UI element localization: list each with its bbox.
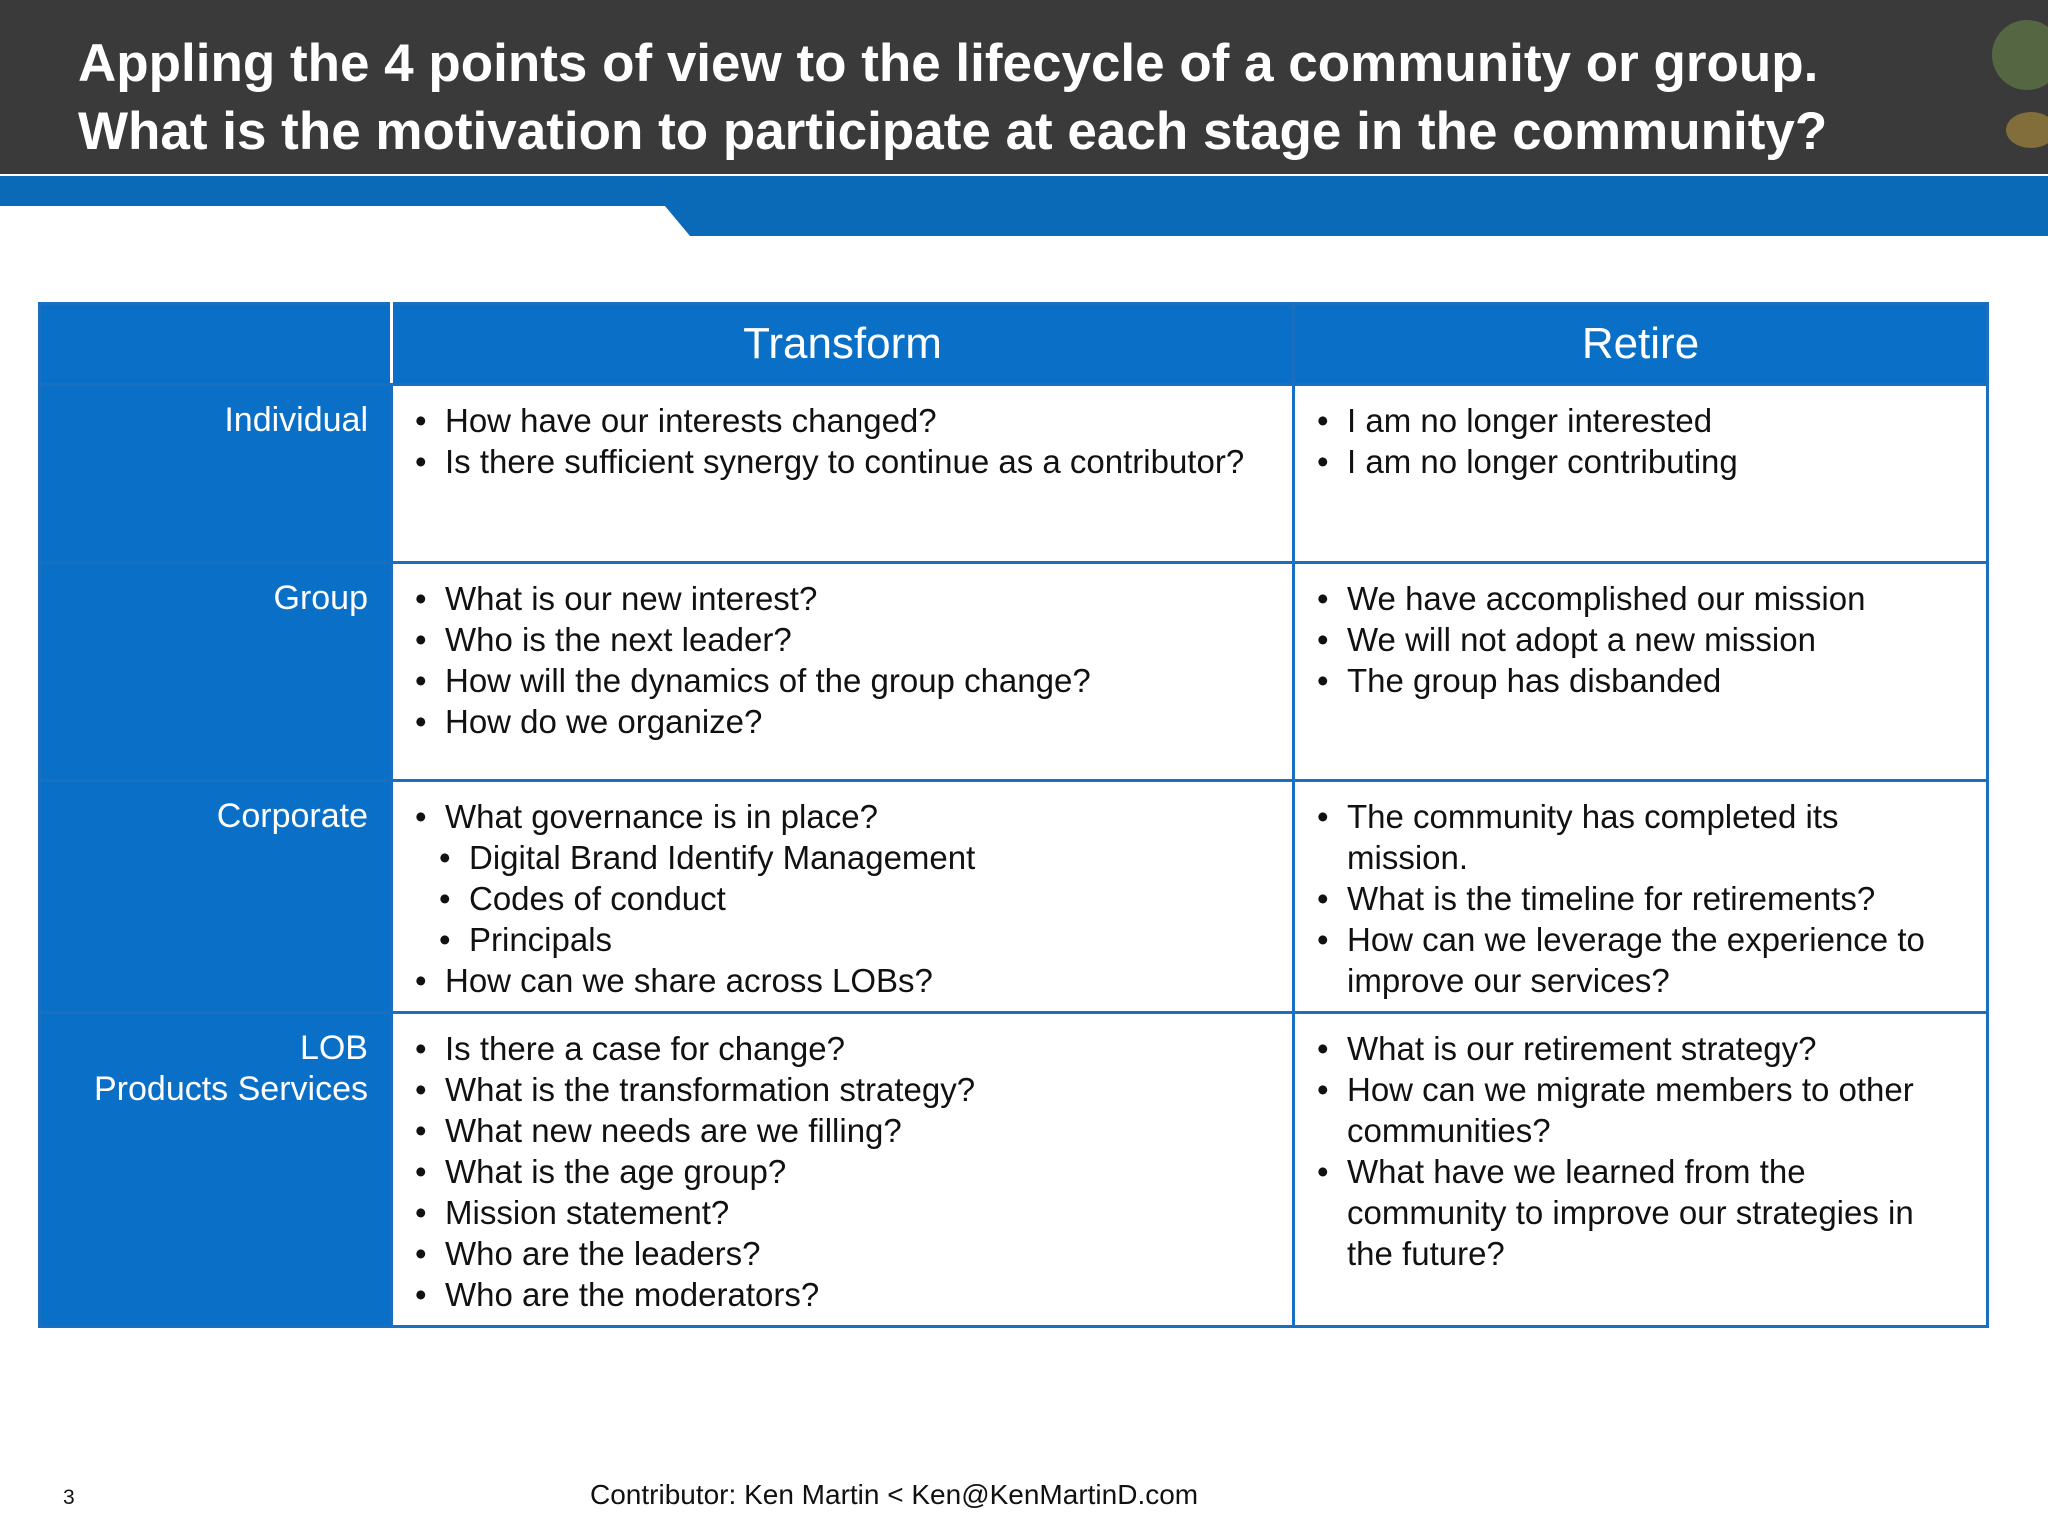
slide-number: 3 (63, 1486, 75, 1509)
list-item: • The group has disbanded (1309, 660, 1968, 701)
bullet-list (407, 578, 1274, 742)
cell-retire (1294, 563, 1988, 781)
slide-header (0, 0, 2048, 174)
slide-title (78, 30, 1978, 166)
decorative-shape (1992, 20, 2048, 90)
list-item: • Mission statement? (407, 1192, 1274, 1233)
row-label: Individual (224, 401, 368, 439)
list-item: • Who are the moderators? (407, 1274, 1274, 1315)
table-header-row (40, 304, 1988, 385)
list-item: • Is there sufficient synergy to continue as a contributor? (407, 441, 1274, 482)
column-header-retire: Retire (1294, 304, 1988, 385)
list-item: • How have our interests changed? (407, 400, 1274, 441)
list-item: • What is our retirement strategy? (1309, 1028, 1968, 1069)
header-accent-band (0, 176, 2048, 236)
bullet-list (1309, 400, 1968, 482)
list-item: • What governance is in place? (407, 796, 1274, 837)
list-item: • Who are the leaders? (407, 1233, 1274, 1274)
bullet-list (1309, 578, 1968, 701)
bullet-list (407, 400, 1274, 482)
list-item: • What is the transformation strategy? (407, 1069, 1274, 1110)
list-item: • The community has completed its mission. (1309, 796, 1968, 878)
table-corner-cell (40, 304, 392, 385)
list-item: • We have accomplished our mission (1309, 578, 1968, 619)
bullet-list (407, 1028, 1274, 1315)
row-label: Group (273, 579, 368, 617)
list-item: • How will the dynamics of the group change? (407, 660, 1274, 701)
list-item: • I am no longer interested (1309, 400, 1968, 441)
table-row (40, 1013, 1988, 1327)
title-line-1: Appling the 4 points of view to the lifecycle of a community or group. (78, 34, 1819, 93)
cell-retire (1294, 385, 1988, 563)
row-header-lob (40, 1013, 392, 1327)
list-item: • How can we share across LOBs? (407, 960, 1274, 1001)
sub-list-item: • Codes of conduct (407, 878, 1274, 919)
cell-retire (1294, 781, 1988, 1013)
bullet-list (407, 796, 1274, 1001)
list-item: • How do we organize? (407, 701, 1274, 742)
title-line-2: What is the motivation to participate at each stage in the community? (78, 102, 1828, 161)
list-item: • Who is the next leader? (407, 619, 1274, 660)
row-label: LOB (299, 1029, 368, 1067)
cell-transform (392, 563, 1294, 781)
list-item: • What is the timeline for retirements? (1309, 878, 1968, 919)
table-row (40, 781, 1988, 1013)
sub-list-item: • Principals (407, 919, 1274, 960)
list-item: • How can we migrate members to other communities? (1309, 1069, 1968, 1151)
table-row (40, 385, 1988, 563)
cell-transform (392, 385, 1294, 563)
sub-list-item: • Digital Brand Identify Management (407, 837, 1274, 878)
contributor-footer: Contributor: Ken Martin < Ken@KenMartinD.com (590, 1479, 1199, 1510)
table-row (40, 563, 1988, 781)
list-item: • I am no longer contributing (1309, 441, 1968, 482)
row-label: Corporate (216, 797, 368, 835)
cell-transform (392, 781, 1294, 1013)
bullet-list (1309, 796, 1968, 1001)
row-label: Products Services (94, 1070, 368, 1108)
cell-retire (1294, 1013, 1988, 1327)
bullet-list (1309, 1028, 1968, 1274)
list-item: • How can we leverage the experience to improve our services? (1309, 919, 1968, 1001)
decorative-shape-2 (2006, 112, 2048, 148)
list-item: • What is the age group? (407, 1151, 1274, 1192)
column-header-transform: Transform (392, 304, 1294, 385)
lifecycle-table (38, 302, 1989, 1328)
list-item: • Is there a case for change? (407, 1028, 1274, 1069)
cell-transform (392, 1013, 1294, 1327)
list-item: • What is our new interest? (407, 578, 1274, 619)
list-item: • What have we learned from the community to improve our strategies in the future? (1309, 1151, 1968, 1274)
row-header-corporate (40, 781, 392, 1013)
list-item: • We will not adopt a new mission (1309, 619, 1968, 660)
row-header-group (40, 563, 392, 781)
list-item: • What new needs are we filling? (407, 1110, 1274, 1151)
row-header-individual (40, 385, 392, 563)
